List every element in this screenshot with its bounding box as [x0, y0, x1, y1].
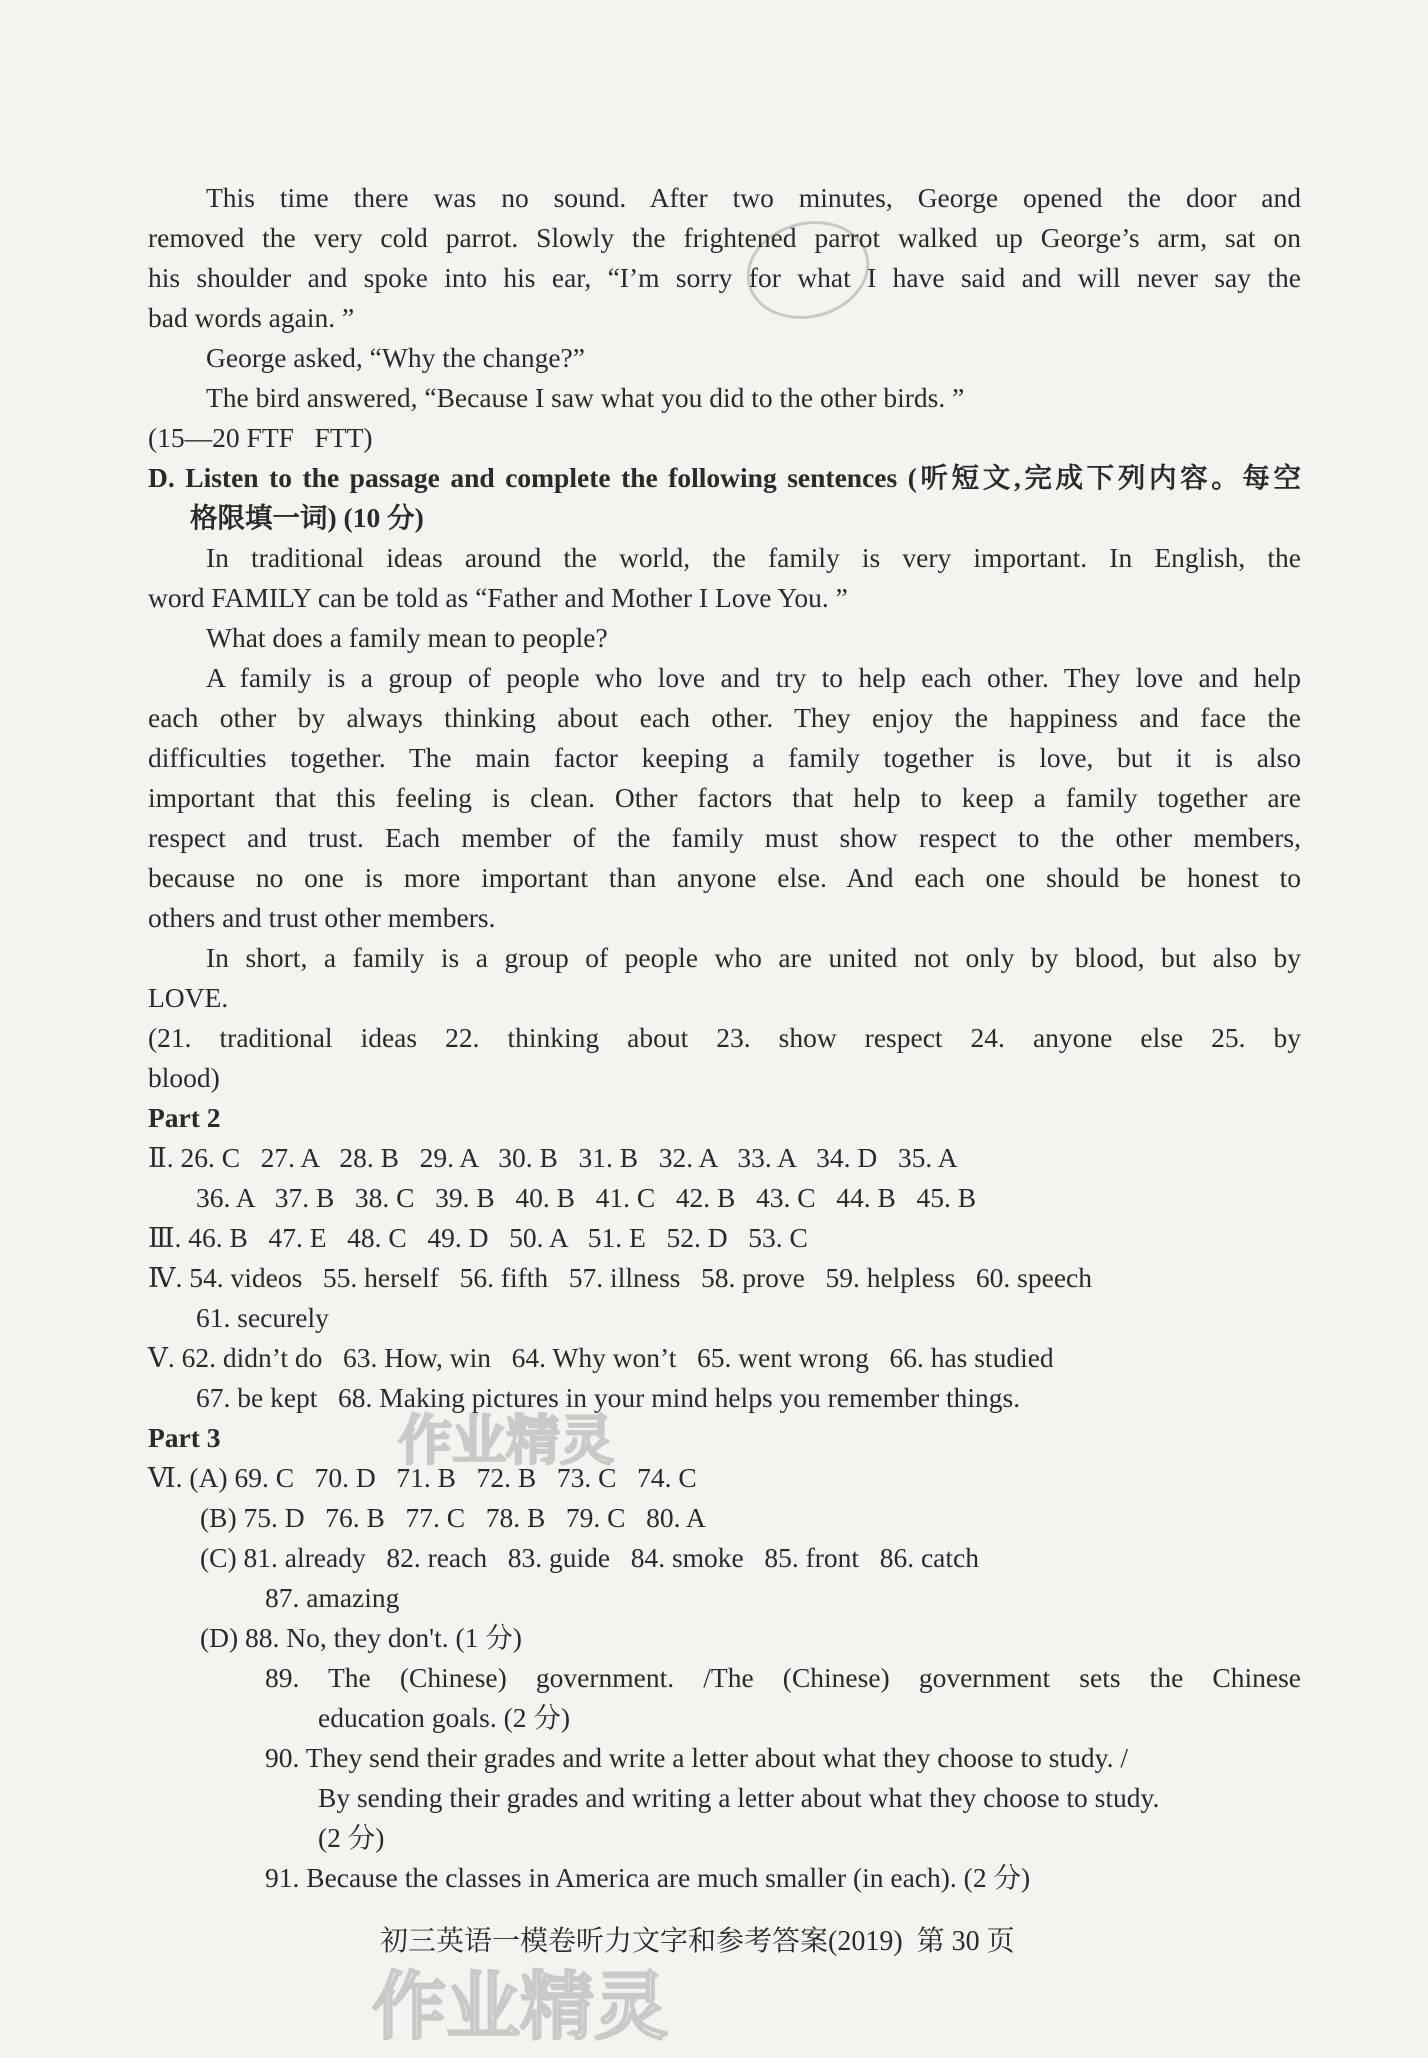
answer-row: (C) 81. already 82. reach 83. guide 84. smoke 85. front 86. catch — [200, 1542, 979, 1573]
passage-c-line: removed the very cold parrot. Slowly the frightened parrot walked up George’s arm, sat on — [148, 222, 1301, 253]
answer-row: (2 分) — [318, 1822, 385, 1853]
passage-c-answer: (15—20 FTF FTT) — [148, 422, 373, 453]
part3-heading: Part 3 — [148, 1422, 221, 1453]
watermark: 作业精灵 — [372, 1964, 668, 2050]
answer-row: Ⅴ. 62. didn’t do 63. How, win 64. Why won’t 65. went wrong 66. has studied — [148, 1342, 1054, 1373]
answer-row: 91. Because the classes in America are much smaller (in each). (2 分) — [265, 1862, 1031, 1893]
section-d-line: In short, a family is a group of people who are united not only by blood, but also by — [206, 942, 1301, 973]
answer-row: (D) 88. No, they don't. (1 分) — [200, 1622, 522, 1653]
answer-row: 87. amazing — [265, 1582, 400, 1613]
section-d-line: important that this feeling is clean. Other factors that help to keep a family together are — [148, 782, 1301, 813]
passage-c-line: The bird answered, “Because I saw what you did to the other birds. ” — [206, 382, 965, 413]
answer-row: Ⅳ. 54. videos 55. herself 56. fifth 57. illness 58. prove 59. helpless 60. speech — [148, 1262, 1092, 1293]
passage-c-line: This time there was no sound. After two minutes, George opened the door and — [206, 182, 1301, 213]
section-d-line: because no one is more important than anyone else. And each one should be honest to — [148, 862, 1301, 893]
section-d-answer: blood) — [148, 1062, 220, 1093]
part2-heading: Part 2 — [148, 1102, 221, 1133]
section-d-line: word FAMILY can be told as “Father and Mother I Love You. ” — [148, 582, 848, 613]
answer-row: 61. securely — [196, 1302, 329, 1333]
section-d-title: 格限填一词) (10 分) — [190, 502, 424, 533]
answer-row: By sending their grades and writing a letter about what they choose to study. — [318, 1782, 1160, 1813]
section-d-line: each other by always thinking about each other. They enjoy the happiness and face the — [148, 702, 1301, 733]
passage-c-line: George asked, “Why the change?” — [206, 342, 585, 373]
section-d-line: difficulties together. The main factor keeping a family together is love, but it is also — [148, 742, 1301, 773]
answer-row: Ⅲ. 46. B 47. E 48. C 49. D 50. A 51. E 52. D 53. C — [148, 1222, 808, 1253]
answer-row: 90. They send their grades and write a letter about what they choose to study. / — [265, 1742, 1128, 1773]
section-d-line: In traditional ideas around the world, the family is very important. In English, the — [206, 542, 1301, 573]
section-d-line: others and trust other members. — [148, 902, 496, 933]
section-d-line: A family is a group of people who love and try to help each other. They love and help — [206, 662, 1301, 693]
page-footer: 初三英语一模卷听力文字和参考答案(2019) 第 30 页 — [380, 1926, 1015, 1957]
answer-row: 67. be kept 68. Making pictures in your mind helps you remember things. — [196, 1382, 1021, 1413]
section-d-answer: (21. traditional ideas 22. thinking about 23. show respect 24. anyone else 25. by — [148, 1022, 1301, 1053]
answer-row: (B) 75. D 76. B 77. C 78. B 79. C 80. A — [200, 1502, 706, 1533]
watermark: 作业精灵 — [398, 1409, 614, 1472]
section-d-title: D. Listen to the passage and complete the following sentences (听短文,完成下列内容。每空 — [148, 462, 1301, 493]
answer-row: Ⅵ. (A) 69. C 70. D 71. B 72. B 73. C 74. C — [148, 1462, 697, 1493]
section-d-line: respect and trust. Each member of the family must show respect to the other members, — [148, 822, 1301, 853]
answer-row: education goals. (2 分) — [318, 1702, 571, 1733]
section-d-line: What does a family mean to people? — [206, 622, 608, 653]
passage-c-line: his shoulder and spoke into his ear, “I’m sorry for what I have said and will never say the — [148, 262, 1301, 293]
section-d-line: LOVE. — [148, 982, 229, 1013]
answer-row: 36. A 37. B 38. C 39. B 40. B 41. C 42. B 43. C 44. B 45. B — [196, 1182, 977, 1213]
passage-c-line: bad words again. ” — [148, 302, 355, 333]
answer-row: 89. The (Chinese) government. /The (Chinese) government sets the Chinese — [265, 1662, 1301, 1693]
answer-row: Ⅱ. 26. C 27. A 28. B 29. A 30. B 31. B 32. A 33. A 34. D 35. A — [148, 1142, 958, 1173]
